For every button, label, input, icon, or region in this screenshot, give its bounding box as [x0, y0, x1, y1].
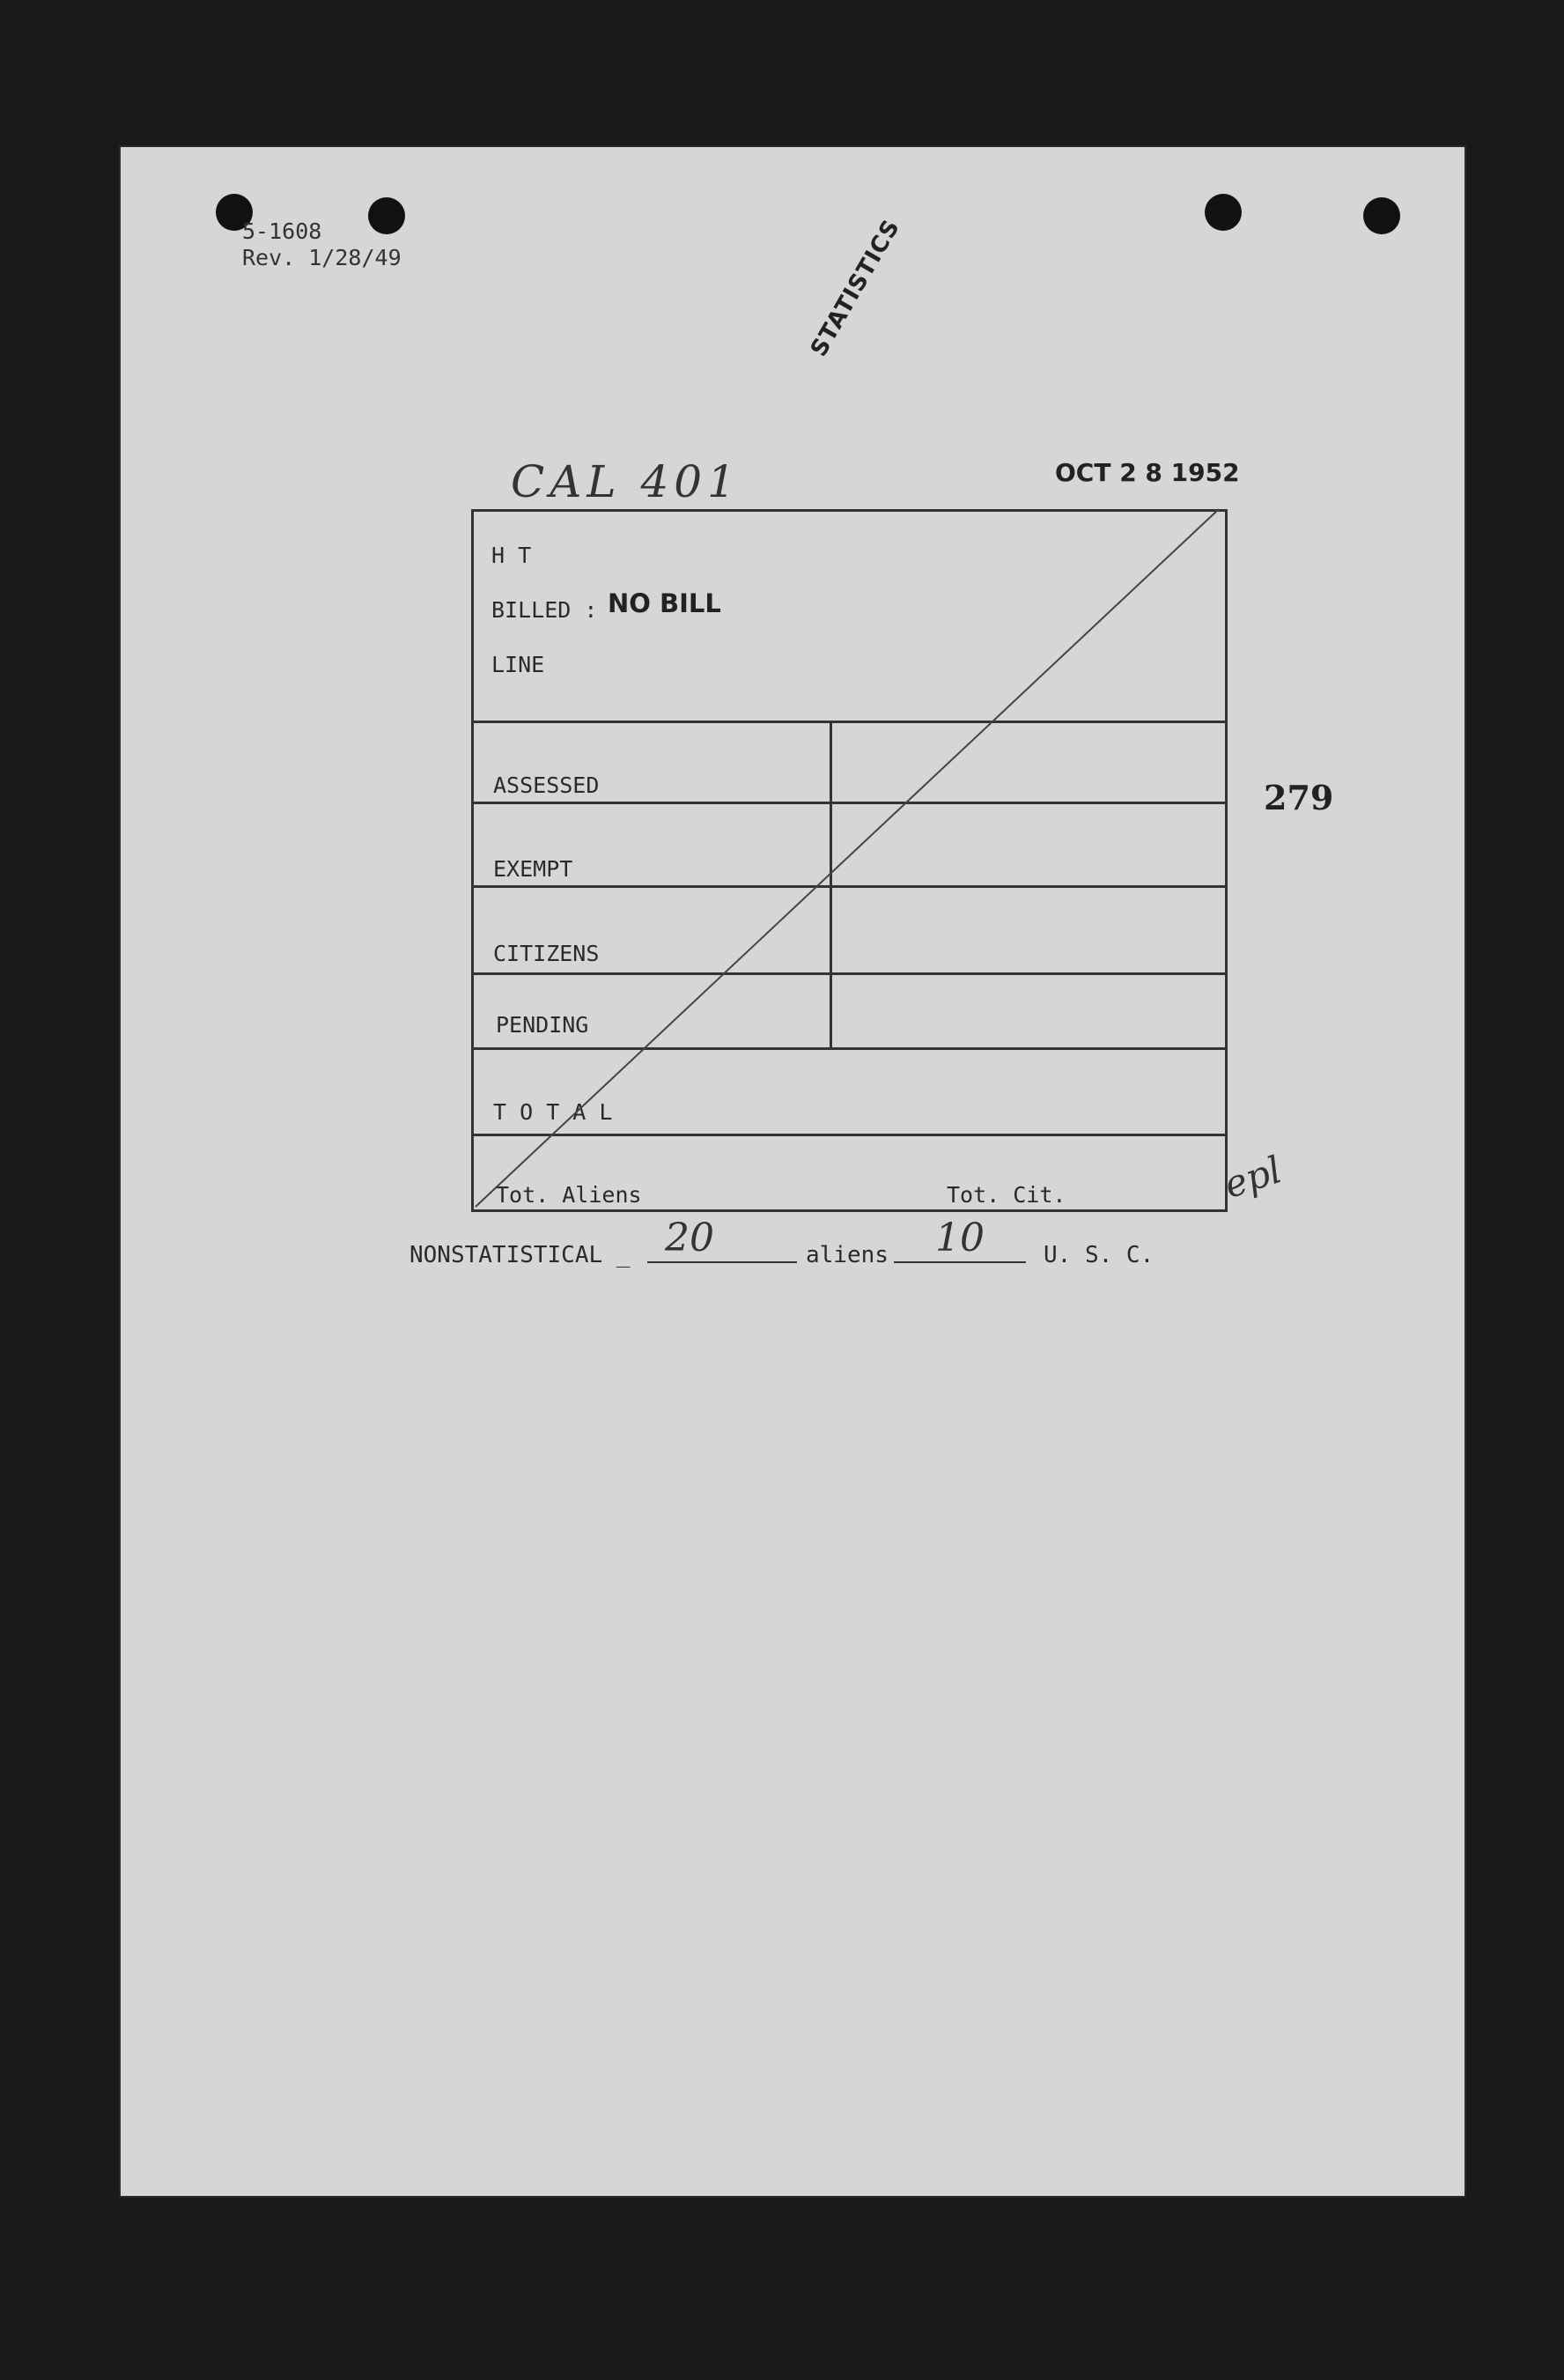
total-label: T O T A L [493, 1099, 613, 1125]
line-label: LINE [491, 652, 545, 677]
ht-label: H T [491, 543, 532, 568]
tot-aliens-label: Tot. Aliens [496, 1182, 642, 1208]
usc-underline [894, 1261, 1026, 1263]
count-stamp: 279 [1264, 778, 1334, 817]
date-stamp: OCT 2 8 1952 [1055, 458, 1240, 487]
assessed-label: ASSESSED [493, 772, 600, 798]
handwritten-initials: epl [1219, 1148, 1287, 1207]
handwritten-usc-count: 10 [935, 1216, 985, 1260]
form-revision: Rev. 1/28/49 [242, 245, 402, 270]
aliens-label: aliens [806, 1242, 889, 1268]
no-bill-stamp: NO BILL [608, 588, 721, 618]
exempt-label: EXEMPT [493, 856, 573, 882]
handwritten-aliens-count: 20 [665, 1216, 714, 1260]
pending-label: PENDING [496, 1012, 589, 1038]
form-number: 5-1608 [242, 218, 322, 244]
nonstatistical-label: NONSTATISTICAL _ [409, 1242, 631, 1268]
statistics-stamp: STATISTICS [806, 214, 906, 361]
aliens-underline [647, 1261, 797, 1263]
handwritten-reference: CAL 401 [511, 456, 741, 507]
billed-label: BILLED : [491, 597, 598, 623]
usc-label: U. S. C. [1044, 1242, 1155, 1268]
tot-cit-label: Tot. Cit. [947, 1182, 1066, 1208]
citizens-label: CITIZENS [493, 941, 600, 966]
